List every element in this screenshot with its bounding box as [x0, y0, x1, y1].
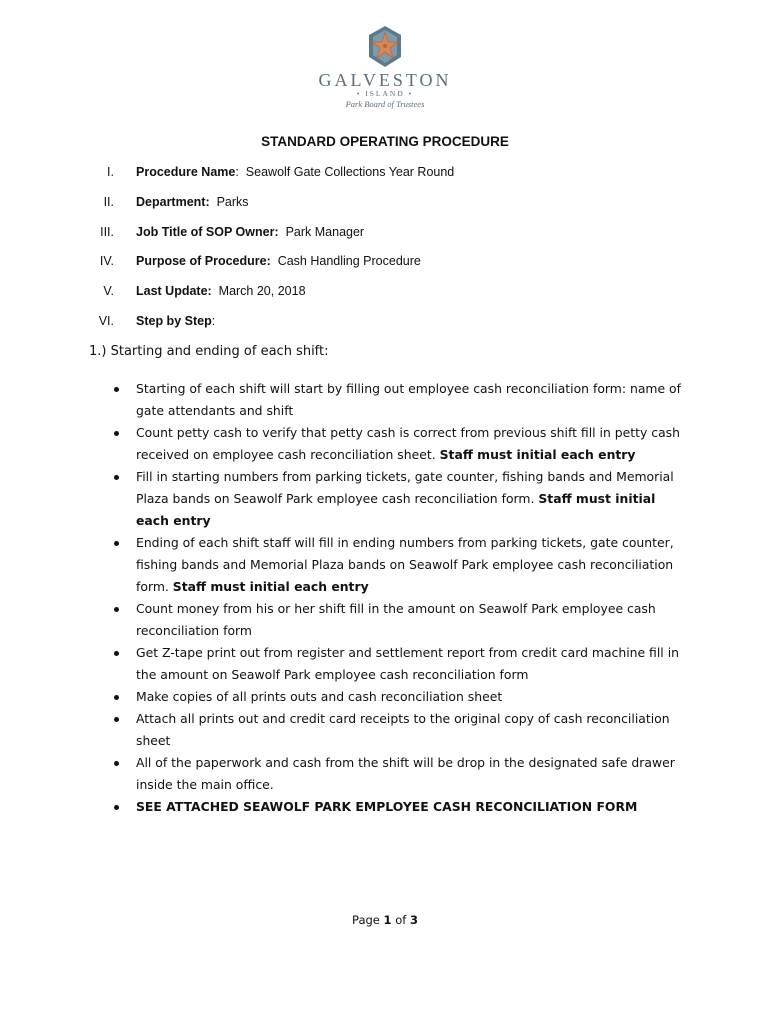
info-value: Parks — [216, 195, 249, 209]
list-item-text: Starting of each shift will start by filling out employee cash reconciliation form: name of gate attendants and shift — [136, 381, 681, 418]
list-item-text: Make copies of all prints outs and cash reconciliation sheet — [136, 689, 503, 704]
info-label: Step by Step — [136, 314, 212, 328]
of-word: of — [395, 913, 407, 927]
list-item — [0, 796, 681, 818]
logo-name: GALVESTON — [318, 70, 452, 90]
bullet-icon — [114, 541, 119, 546]
list-item — [0, 466, 681, 532]
list-item — [0, 378, 681, 422]
list-item-text: Ending of each shift staff will fill in ending numbers from parking tickets, gate counter, fishing bands and Memorial Plaza bands on Seawolf Park employee cash reconciliation form. — [136, 535, 674, 594]
logo-island: • ISLAND • — [356, 89, 414, 98]
bullet-icon — [114, 475, 119, 480]
bullet-icon — [114, 717, 119, 722]
list-item-text: Count petty cash to verify that petty cash is correct from previous shift fill in petty cash received on employee cash reconciliation sheet. — [136, 425, 680, 462]
info-number: I. — [107, 165, 114, 179]
bullet-icon — [114, 805, 119, 810]
list-item — [0, 708, 681, 752]
list-item-text: All of the paperwork and cash from the shift will be drop in the designated safe drawer inside the main office. — [136, 755, 675, 792]
info-number: V. — [103, 284, 114, 298]
info-label: Procedure Name — [136, 165, 236, 179]
list-item-emphasis: Staff must initial each entry — [136, 491, 656, 528]
list-item — [0, 598, 681, 642]
page-footer — [0, 913, 770, 927]
list-item — [0, 642, 681, 686]
info-number: III. — [100, 225, 114, 239]
list-item-text: SEE ATTACHED SEAWOLF PARK EMPLOYEE CASH RECONCILIATION FORM — [136, 799, 638, 814]
info-value: March 20, 2018 — [218, 284, 306, 298]
list-item-emphasis: Staff must initial each entry — [172, 579, 369, 594]
info-value: Seawolf Gate Collections Year Round — [245, 165, 455, 179]
info-number: II. — [103, 195, 114, 209]
list-item-text: Fill in starting numbers from parking tickets, gate counter, fishing bands and Memorial Plaza bands on Seawolf Park employee cash reconciliation form. — [136, 469, 674, 506]
info-label: Job Title of SOP Owner: — [136, 225, 279, 239]
list-item — [0, 532, 681, 598]
info-separator: : — [211, 314, 216, 328]
info-number: IV. — [99, 254, 114, 268]
bullet-icon — [114, 695, 119, 700]
list-item-text: Get Z-tape print out from register and settlement report from credit card machine fill in the amount on Seawolf Park employee cash reconciliation form — [136, 645, 679, 682]
page-current: 1 — [383, 913, 392, 927]
list-item-text: Attach all prints out and credit card receipts to the original copy of cash reconciliation sheet — [136, 711, 670, 748]
list-item-text: Count money from his or her shift fill in the amount on Seawolf Park employee cash reconciliation form — [136, 601, 656, 638]
bullet-icon — [114, 431, 119, 436]
list-item — [0, 422, 681, 466]
page-word: Page — [352, 913, 380, 927]
list-item-emphasis: Staff must initial each entry — [439, 447, 636, 462]
info-separator: : — [235, 165, 239, 179]
galveston-logo — [285, 25, 485, 120]
starfish-logo-icon — [365, 25, 405, 69]
step-list — [0, 378, 770, 818]
info-value: Cash Handling Procedure — [277, 254, 421, 268]
bullet-icon — [114, 761, 119, 766]
bullet-icon — [114, 607, 119, 612]
info-value: Park Manager — [285, 225, 365, 239]
info-label: Purpose of Procedure: — [136, 254, 271, 268]
info-number: VI. — [98, 314, 114, 328]
section-heading: 1.) Starting and ending of each shift: — [89, 344, 329, 359]
list-item — [0, 752, 681, 796]
bullet-icon — [114, 651, 119, 656]
page-total: 3 — [409, 913, 418, 927]
document-title: STANDARD OPERATING PROCEDURE — [261, 134, 509, 149]
bullet-icon — [114, 387, 119, 392]
info-label: Last Update: — [136, 284, 212, 298]
logo-subtitle: Park Board of Trustees — [345, 99, 425, 109]
info-label: Department: — [136, 195, 210, 209]
list-item — [0, 686, 681, 708]
